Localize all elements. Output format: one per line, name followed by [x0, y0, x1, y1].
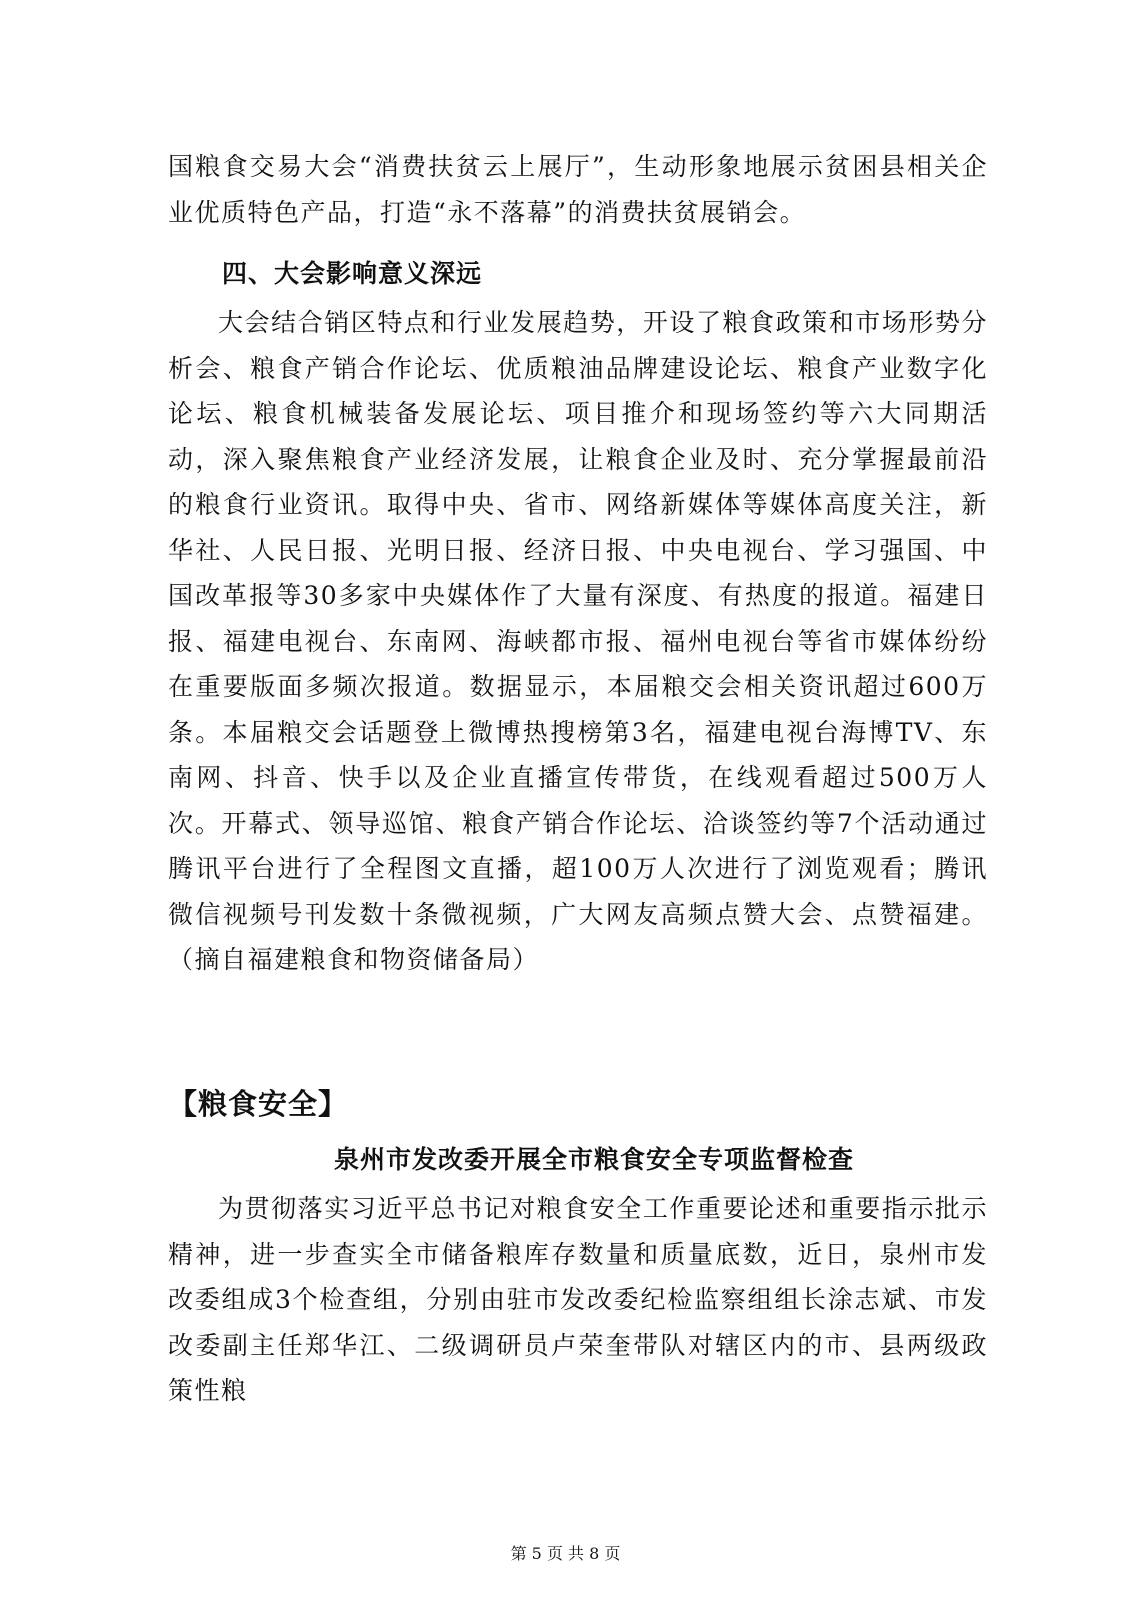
page-footer: 第 5 页 共 8 页 — [510, 1544, 621, 1563]
article-title: 泉州市发改委开展全市粮食安全专项监督检查 — [333, 1145, 854, 1174]
article-paragraph: 为贯彻落实习近平总书记对粮食安全工作重要论述和重要指示批示精神，进一步查实全市储备粮库存数量和质量底数，近日，泉州市发改委组成3个检查组，分别由驻市发改委纪检监察组组长涂志斌、市发改委副主任郑华江、二级调研员卢荣奎带队对辖区内的市、县两级政策性粮 — [168, 1194, 988, 1405]
intro-paragraph: 国粮食交易大会“消费扶贫云上展厅”，生动形象地展示贫困县相关企业优质特色产品，打造“永不落幕”的消费扶贫展销会。 — [168, 152, 988, 227]
section-four-heading: 四、大会影响意义深远 — [222, 259, 483, 288]
section-label: 【粮食安全】 — [168, 1087, 349, 1121]
section-four-paragraph: 大会结合销区特点和行业发展趋势，开设了粮食政策和市场形势分析会、粮食产销合作论坛、优质粮油品牌建设论坛、粮食产业数字化论坛、粮食机械装备发展论坛、项目推介和现场签约等六大同期活动，深入聚焦粮食产业经济发展，让粮食企业及时、充分掌握最前沿的粮食行业资讯。取得中央、省市、网络新媒体等媒体高度关注，新华社、人民日报、光明日报、经济日报、中央电视台、学习强国、中国改革报等30多家中央媒体作了大量有深度、有热度的报道。福建日报、福建电视台、东南网、海峡都市报、福州电视台等省市媒体纷纷在重要版面多频次报道。数据显示，本届粮交会相关资讯超过600万条。本届粮交会话题登上微博热搜榜第3名，福建电视台海博TV、东南网、抖音、快手以及企业直播宣传带货，在线观看超过500万人次。开幕式、领导巡馆、粮食产销合作论坛、洽谈签约等7个活动通过腾讯平台进行了全程图文直播，超100万人次进行了浏览观看；腾讯微信视频号刊发数十条微视频，广大网友高频点赞大会、点赞福建。（摘自福建粮食和物资储备局） — [168, 308, 988, 974]
